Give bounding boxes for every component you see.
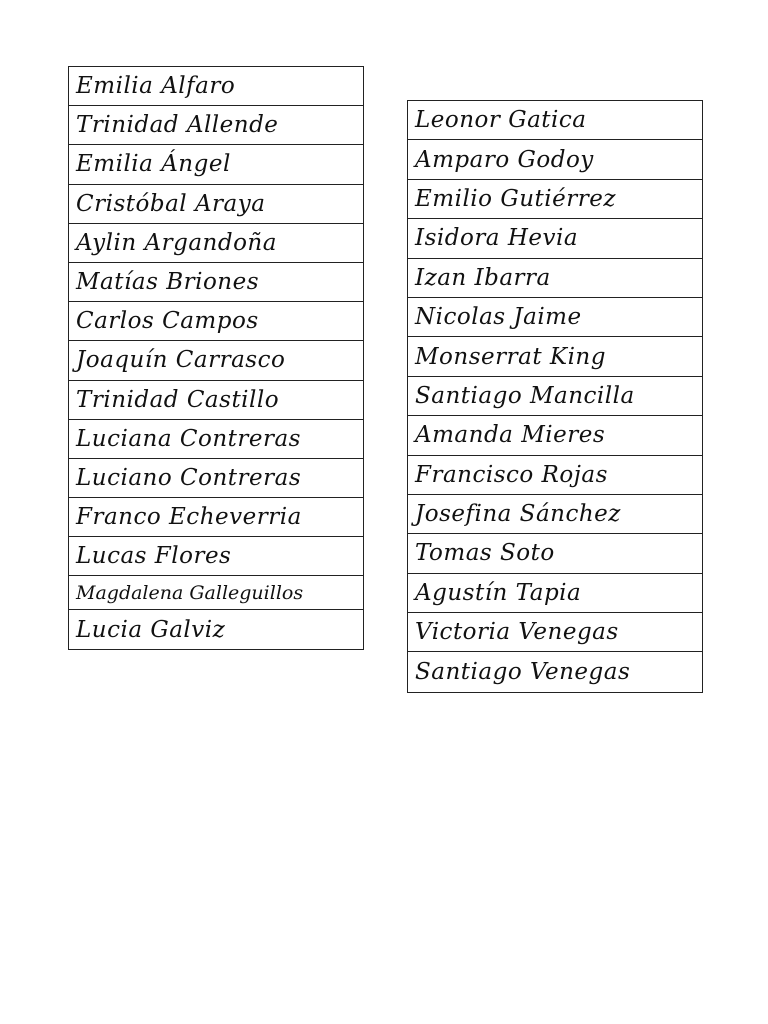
name-cell: Lucia Galviz	[76, 616, 226, 643]
name-cell: Franco Echeverria	[69, 498, 363, 537]
name-cell: Monserrat King	[408, 337, 702, 376]
name-cell: Emilia Alfaro	[69, 67, 363, 106]
name-cell: Luciana Contreras	[69, 420, 363, 459]
name-cell: Aylin Argandoña	[69, 224, 363, 263]
name-cell: Izan Ibarra	[408, 259, 702, 298]
name-cell: Amanda Mieres	[408, 416, 702, 455]
name-cell: Luciano Contreras	[69, 459, 363, 498]
name-cell: Francisco Rojas	[408, 456, 702, 495]
name-cell: Emilio Gutiérrez	[408, 180, 702, 219]
name-cell: Cristóbal Araya	[69, 185, 363, 224]
name-cell: Trinidad Allende	[69, 106, 363, 145]
name-cell: Joaquín Carrasco	[69, 341, 363, 380]
name-table-left	[68, 66, 364, 650]
name-cell: Matías Briones	[69, 263, 363, 302]
name-cell: Isidora Hevia	[408, 219, 702, 258]
name-cell: Trinidad Castillo	[69, 381, 363, 420]
name-cell: Agustín Tapia	[408, 574, 702, 613]
name-cell: Santiago Venegas	[415, 659, 631, 686]
name-cell: Emilia Ángel	[69, 145, 363, 184]
name-cell: Magdalena Galleguillos	[69, 576, 363, 610]
name-cell: Nicolas Jaime	[408, 298, 702, 337]
name-cell: Carlos Campos	[69, 302, 363, 341]
name-cell: Amparo Godoy	[408, 140, 702, 179]
name-cell: Victoria Venegas	[408, 613, 702, 652]
name-cell: Tomas Soto	[408, 534, 702, 573]
name-cell: Josefina Sánchez	[408, 495, 702, 534]
name-cell: Santiago Mancilla	[408, 377, 702, 416]
name-table-right	[407, 100, 703, 693]
name-cell: Lucas Flores	[69, 537, 363, 576]
name-cell: Leonor Gatica	[408, 101, 702, 140]
